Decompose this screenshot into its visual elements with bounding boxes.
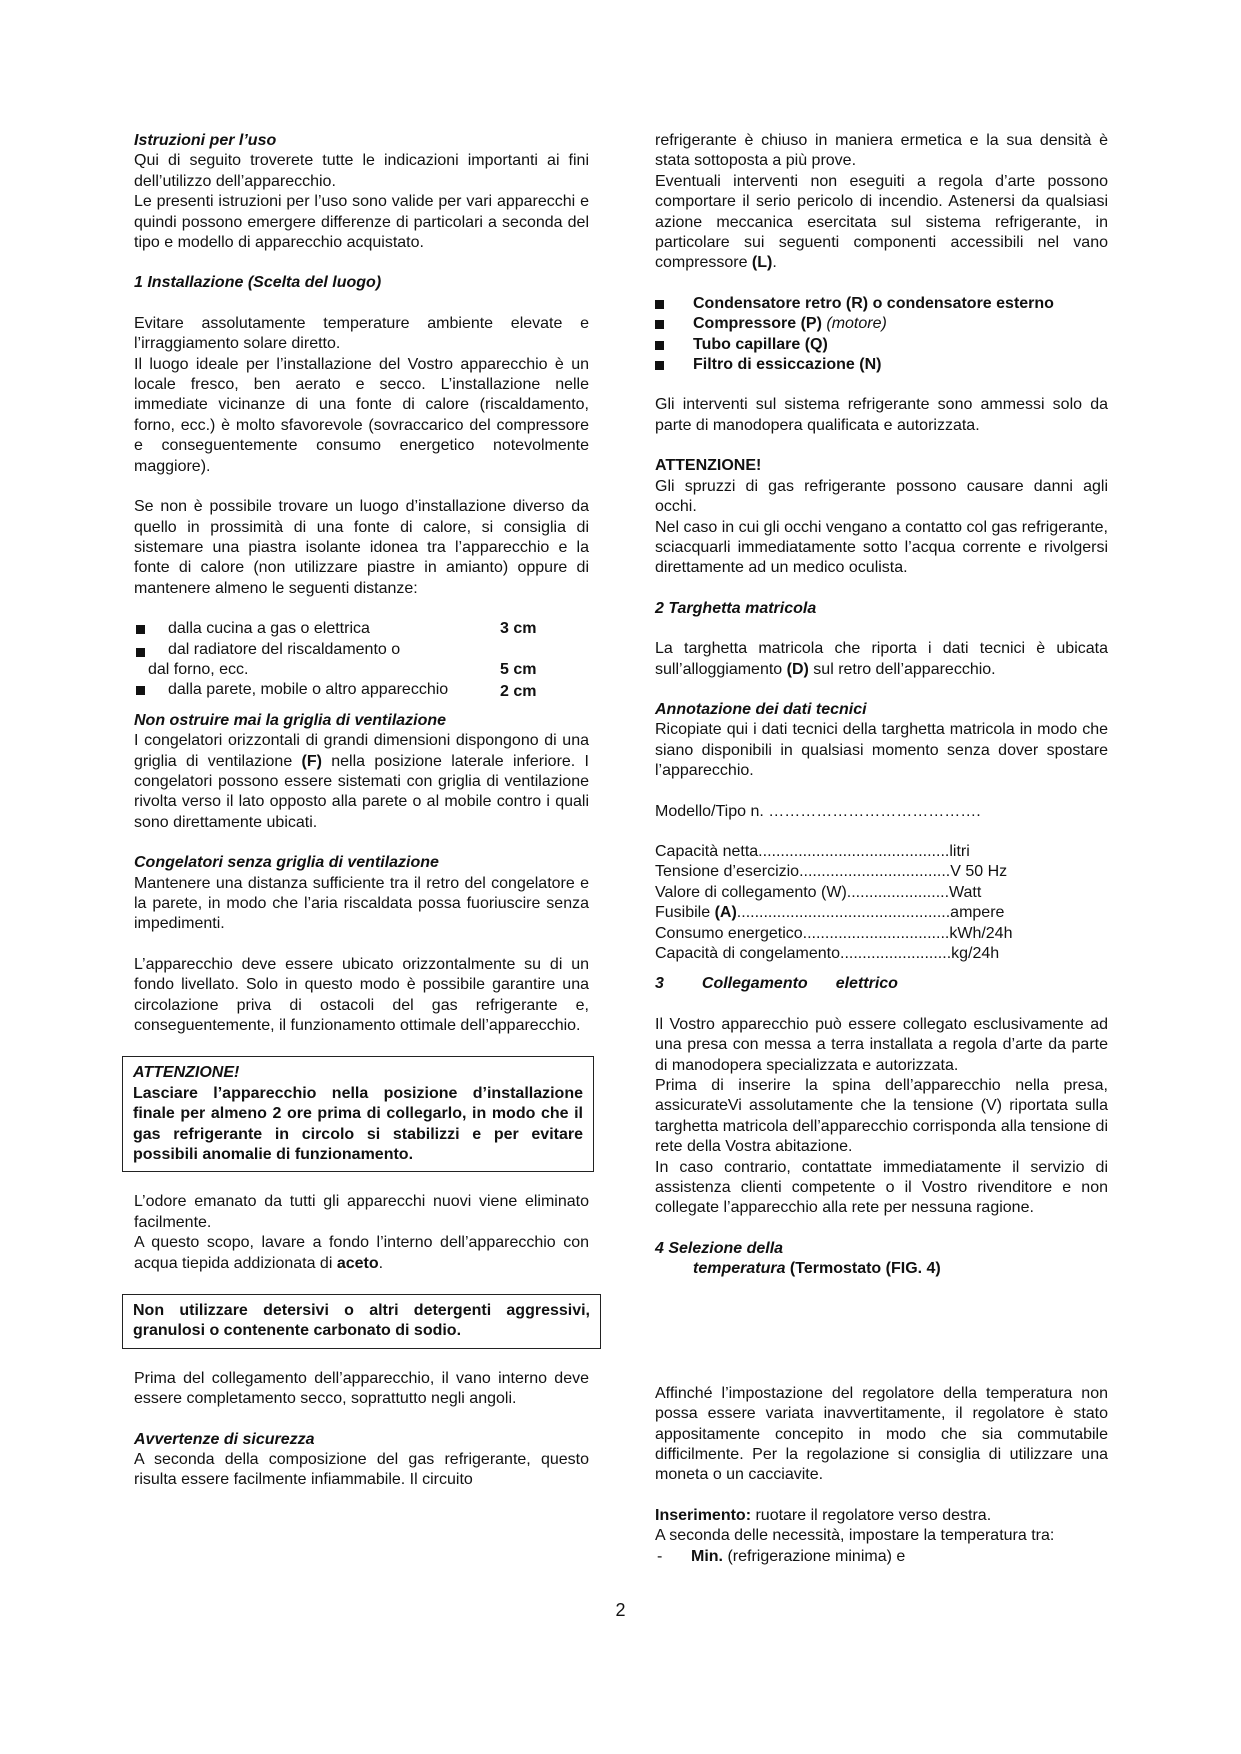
list-item: Filtro di essiccazione (N) (655, 355, 1108, 375)
data-row: Capacità netta...........................................litri (655, 842, 970, 860)
distance-item-continued: dal forno, ecc. 5 cm (148, 660, 537, 678)
heading-avvertenze: Avvertenze di sicurezza (134, 1430, 315, 1448)
heading-istruzioni: Istruzioni per l’uso (134, 132, 277, 149)
list-item: - Min. (refrigerazione minima) e (657, 1547, 906, 1565)
paragraph: L’odore emanato da tutti gli apparecchi nuovi viene eliminato facilmente. (134, 1193, 589, 1231)
paragraph: L’apparecchio deve essere ubicato orizzontalmente su di un fondo livellato. Solo in questo modo è possibile garantire una circolazione priva di ostacoli del gas refrigerante e, conseguentemente, il funzionamento ottimale dell’apparecchio. (134, 955, 589, 1034)
paragraph: Ricopiate qui i dati tecnici della targhetta matricola in modo che siano disponibili in qualsiasi momento senza dover spostare l’apparecchio. (655, 721, 1108, 780)
distance-list (134, 619, 589, 701)
paragraph: In caso contrario, contattate immediatamente il servizio di assistenza clienti competente o il Vostro rivenditore e non collegate l’apparecchio alla rete per nessuna ragione. (655, 1158, 1108, 1217)
distance-item: dal radiatore del riscaldamento o (134, 640, 589, 660)
square-bullet-icon (655, 300, 664, 309)
paragraph: La targhetta matricola che riporta i dati tecnici è ubicata sull’alloggiamento (D) sul retro dell’apparecchio. (655, 640, 1108, 678)
heading-senza-griglia: Congelatori senza griglia di ventilazione (134, 854, 439, 872)
paragraph: Se non è possibile trovare un luogo d’installazione diverso da quello in prossimità di una fonte di calore, si consiglia di sistemare una piastra isolante idonea tra l’apparecchio e la fonte di calore (non utilizzare piastre in amianto) oppure di mantenere almeno le seguenti distanze: (134, 498, 589, 597)
heading-targhetta: 2 Targhetta matricola (655, 599, 817, 617)
distance-item: dalla parete, mobile o altro apparecchio 2 cm (134, 680, 589, 700)
component-list (655, 294, 1108, 376)
notice-box (122, 1294, 601, 1349)
data-row: Capacità di congelamento.........................kg/24h (655, 945, 1000, 962)
data-row: Tensione d’esercizio..................................V 50 Hz (655, 863, 1008, 881)
list-item: Compressore (P) (motore) (655, 314, 1108, 334)
paragraph: Gli interventi sul sistema refrigerante sono ammessi solo da parte di manodopera qualificata e autorizzata. (655, 396, 1108, 434)
square-bullet-icon (136, 686, 145, 695)
left-column (134, 131, 589, 1491)
paragraph: Nel caso in cui gli occhi vengano a contatto col gas refrigerante, sciacquarli immediatamente sotto l’acqua corrente e rivolgersi direttamente ad un medico oculista. (655, 518, 1108, 577)
paragraph: Inserimento: ruotare il regolatore verso destra. (655, 1506, 992, 1524)
paragraph: A seconda delle necessità, impostare la temperatura tra: (655, 1527, 1055, 1545)
square-bullet-icon (655, 341, 664, 350)
heading-attenzione: ATTENZIONE! (655, 457, 762, 475)
paragraph: refrigerante è chiuso in maniera ermetica e la sua densità è stata sottoposta a più prove. (655, 132, 1108, 170)
heading-annotazione: Annotazione dei dati tecnici (655, 700, 867, 718)
data-row: Valore di collegamento (W).......................Watt (655, 883, 982, 901)
technical-data (655, 842, 1108, 964)
paragraph: Evitare assolutamente temperature ambiente elevate e l’irraggiamento solare diretto. (134, 314, 589, 353)
square-bullet-icon (136, 625, 145, 634)
notice-text: Non utilizzare detersivi o altri detergenti aggressivi, granulosi o contenente carbonato di sodio. (133, 1302, 590, 1340)
warning-title: ATTENZIONE! (133, 1064, 240, 1082)
paragraph: Mantenere una distanza sufficiente tra il retro del congelatore e la parete, in modo che l’aria riscaldata possa fuoriuscire senza impedimenti. (134, 874, 589, 933)
paragraph: Prima del collegamento dell’apparecchio, il vano interno deve essere completamento secco, soprattutto negli angoli. (134, 1369, 589, 1408)
heading-selezione: 4 Selezione della (655, 1239, 784, 1257)
paragraph: Gli spruzzi di gas refrigerante possono causare danni agli occhi. (655, 477, 1108, 516)
heading-griglia: Non ostruire mai la griglia di ventilazione (134, 711, 447, 729)
paragraph: Qui di seguito troverete tutte le indicazioni importanti ai fini dell’utilizzo dell’apparecchio. (134, 152, 589, 190)
paragraph: Affinché l’impostazione del regolatore della temperatura non possa essere variata inavvertitamente, il regolatore è stato appositamente concepito in modo che sia commutabile difficilmente. Per la regolazione si consiglia di utilizzare una moneta o un cacciavite. (655, 1384, 1108, 1484)
paragraph: I congelatori orizzontali di grandi dimensioni dispongono di una griglia di ventilazione (F) nella posizione laterale inferiore. I congelatori possono essere sistemati con griglia di ventilazione rivolta verso il lato opposto alla parete o al mobile contro i quali sono direttamente ubicati. (134, 732, 589, 831)
page-number: 2 (615, 1600, 626, 1620)
paragraph: Eventuali interventi non eseguiti a regola d’arte possono comportare il serio pericolo di incendio. Astenersi da qualsiasi azione meccanica esercitata sul sistema refrigerante, in particolare sui seguenti componenti accessibili nel vano compressore (L). (655, 172, 1108, 272)
square-bullet-icon (136, 648, 145, 657)
data-row: Fusibile (A)................................................ampere (655, 904, 1005, 922)
heading-collegamento: 3 Collegamento elettrico (655, 975, 898, 993)
paragraph: Il Vostro apparecchio può essere collegato esclusivamente ad una presa con messa a terra installata a regola d’arte da parte di manodopera specializzata e autorizzata. (655, 1015, 1108, 1074)
data-row: Consumo energetico.................................kWh/24h (655, 924, 1013, 942)
paragraph: A questo scopo, lavare a fondo l’interno dell’apparecchio con acqua tiepida addizionata di aceto. (134, 1234, 589, 1272)
list-item: Tubo capillare (Q) (655, 335, 1108, 355)
right-column (655, 131, 1108, 1567)
heading-selezione-cont: temperatura (Termostato (FIG. 4) (693, 1260, 941, 1278)
warning-box (122, 1056, 594, 1172)
heading-installazione: 1 Installazione (Scelta del luogo) (134, 274, 382, 292)
square-bullet-icon (655, 320, 664, 329)
paragraph: Le presenti istruzioni per l’uso sono valide per vari apparecchi e quindi possono emergere differenze di particolari a seconda del tipo e modello di apparecchio acquistato. (134, 193, 589, 252)
model-field: Modello/Tipo n. …………………………………. (655, 802, 981, 820)
paragraph: Prima di inserire la spina dell’apparecchio nella presa, assicurateVi assolutamente che la tensione (V) riportata sulla targhetta matricola dell’apparecchio corrisponda alla tensione di rete della Vostra abitazione. (655, 1077, 1108, 1156)
paragraph: Il luogo ideale per l’installazione del Vostro apparecchio è un locale fresco, ben aerato e secco. L’installazione nelle immediate vicinanze di una fonte di calore (riscaldamento, forno, ecc.) è molto sfavorevole (sovraccarico del compressore e conseguentemente consumo energetico notevolmente maggiore). (134, 355, 589, 475)
list-item: Condensatore retro (R) o condensatore esterno (655, 294, 1108, 314)
paragraph: A seconda della composizione del gas refrigerante, questo risulta essere facilmente infiammabile. Il circuito (134, 1451, 589, 1489)
square-bullet-icon (655, 361, 664, 370)
warning-text: Lasciare l’apparecchio nella posizione d’installazione finale per almeno 2 ore prima di collegarlo, in modo che il gas refrigerante in circolo si stabilizzi e per evitare possibili anomalie di funzionamento. (133, 1084, 583, 1163)
distance-item: dalla cucina a gas o elettrica 3 cm (134, 619, 589, 639)
